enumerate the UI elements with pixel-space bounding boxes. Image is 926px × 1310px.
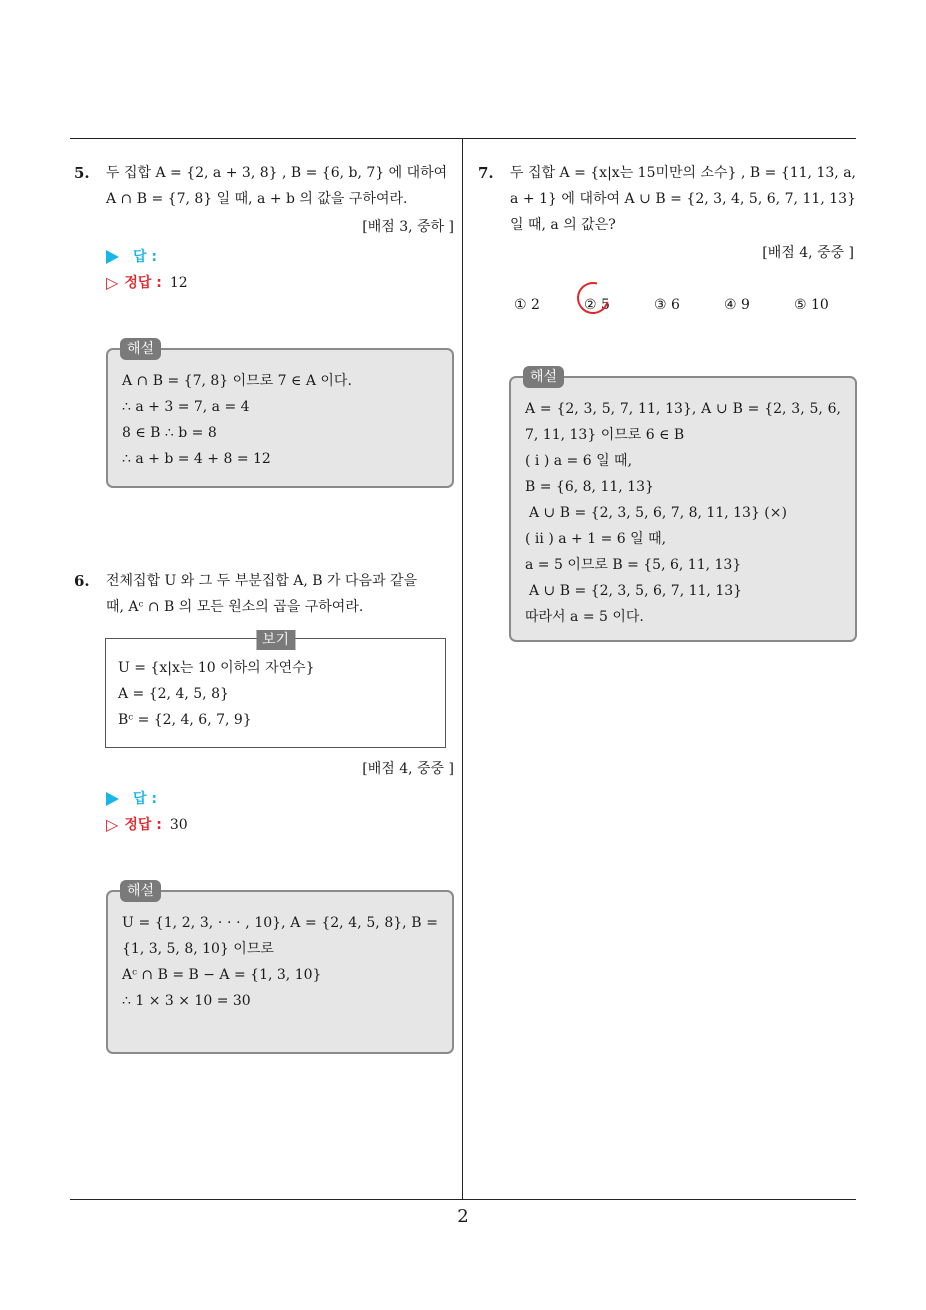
choice-label: ③ 6 <box>654 297 680 313</box>
explanation-line: A ∩ B = {7, 8} 이므로 7 ∈ A 이다. <box>122 373 352 389</box>
explanation-line: Aᶜ ∩ B = B − A = {1, 3, 10} <box>122 967 322 983</box>
explanation-tag: 해설 <box>120 338 161 360</box>
play-triangle-icon <box>106 792 119 806</box>
choice-label: ② 5 <box>584 297 610 313</box>
explanation-box <box>106 341 454 488</box>
question-number: 7. <box>478 164 494 182</box>
answer-row <box>106 786 157 812</box>
bottom-rule <box>70 1199 856 1200</box>
choice-3[interactable] <box>654 292 724 318</box>
question-text-line: 두 집합 A = {2, a + 3, 8} , B = {6, b, 7} 에 대하여 <box>106 165 448 181</box>
example-line: A = {2, 4, 5, 8} <box>118 686 229 702</box>
answer-label: 답 : <box>133 249 157 265</box>
choice-label: ④ 9 <box>724 297 750 313</box>
explanation-line: A = {2, 3, 5, 7, 11, 13}, A ∪ B = {2, 3, 5, 6, 7, 11, 13} 이므로 6 ∈ B <box>525 401 841 443</box>
explanation-line: ( i ) a = 6 일 때, <box>525 453 633 469</box>
points-label: [배점 4, 중중 ] <box>762 245 854 261</box>
question-text-line: 전체집합 U 와 그 두 부분집합 A, B 가 다음과 같을 <box>106 573 418 589</box>
example-line: U = {x|x는 10 이하의 자연수} <box>118 660 315 676</box>
question-number: 6. <box>74 572 90 590</box>
answer-label: 답 : <box>133 791 157 807</box>
correct-answer-label: 정답 : <box>124 817 162 833</box>
choice-label: ⑤ 10 <box>794 297 829 313</box>
question-text-line: 때, Aᶜ ∩ B 의 모든 원소의 곱을 구하여라. <box>106 599 364 615</box>
choice-4[interactable] <box>724 292 794 318</box>
explanation-line: A ∪ B = {2, 3, 5, 6, 7, 8, 11, 13} (×) <box>529 505 787 521</box>
correct-answer-row <box>106 812 188 838</box>
choice-1[interactable] <box>514 292 584 318</box>
explanation-line: ∴ a + b = 4 + 8 = 12 <box>122 451 271 467</box>
explanation-box <box>509 369 857 642</box>
question-text-line: A ∩ B = {7, 8} 일 때, a + b 의 값을 구하여라. <box>106 191 408 207</box>
example-line: Bᶜ = {2, 4, 6, 7, 9} <box>118 712 252 728</box>
explanation-tag: 해설 <box>120 880 161 902</box>
explanation-line: 8 ∈ B ∴ b = 8 <box>122 425 217 441</box>
explanation-line: 따라서 a = 5 이다. <box>525 609 644 625</box>
example-box <box>105 632 446 748</box>
explanation-line: U = {1, 2, 3, · · · , 10}, A = {2, 4, 5, 8}, B = {1, 3, 5, 8, 10} 이므로 <box>122 915 438 957</box>
explanation-line: ∴ 1 × 3 × 10 = 30 <box>122 993 251 1009</box>
play-triangle-icon <box>106 250 119 264</box>
correct-answer-value: 30 <box>169 817 188 833</box>
example-tag: 보기 <box>256 630 295 650</box>
choice-2[interactable] <box>584 292 654 318</box>
choice-5[interactable] <box>794 292 864 318</box>
correct-answer-value: 12 <box>169 275 188 291</box>
column-divider <box>462 138 463 1200</box>
outline-triangle-icon: ▷ <box>106 815 119 834</box>
explanation-tag: 해설 <box>523 366 564 388</box>
explanation-line: B = {6, 8, 11, 13} <box>525 479 654 495</box>
page-number: 2 <box>457 1206 469 1227</box>
outline-triangle-icon: ▷ <box>106 273 119 292</box>
answer-row <box>106 244 157 270</box>
explanation-line: A ∪ B = {2, 3, 5, 6, 7, 11, 13} <box>529 583 743 599</box>
explanation-line: a = 5 이므로 B = {5, 6, 11, 13} <box>525 557 742 573</box>
choice-list <box>514 292 864 318</box>
left-column <box>74 160 454 1190</box>
question-text: 두 집합 A = {x|x는 15미만의 소수} , B = {11, 13, a, a + 1} 에 대하여 A ∪ B = {2, 3, 4, 5, 6, 7, 11, 13} 일 때, a 의 값은? <box>510 165 856 233</box>
right-column <box>478 160 858 1190</box>
explanation-line: ( ii ) a + 1 = 6 일 때, <box>525 531 667 547</box>
points-label: [배점 4, 중중 ] <box>362 761 454 777</box>
explanation-box <box>106 883 454 1054</box>
question-text <box>106 568 454 620</box>
correct-answer-label: 정답 : <box>124 275 162 291</box>
explanation-line: ∴ a + 3 = 7, a = 4 <box>122 399 250 415</box>
question-text <box>106 160 454 212</box>
top-rule <box>70 138 856 139</box>
choice-label: ① 2 <box>514 297 540 313</box>
question-number: 5. <box>74 164 90 182</box>
points-label: [배점 3, 중하 ] <box>362 219 454 235</box>
correct-answer-row <box>106 270 188 296</box>
